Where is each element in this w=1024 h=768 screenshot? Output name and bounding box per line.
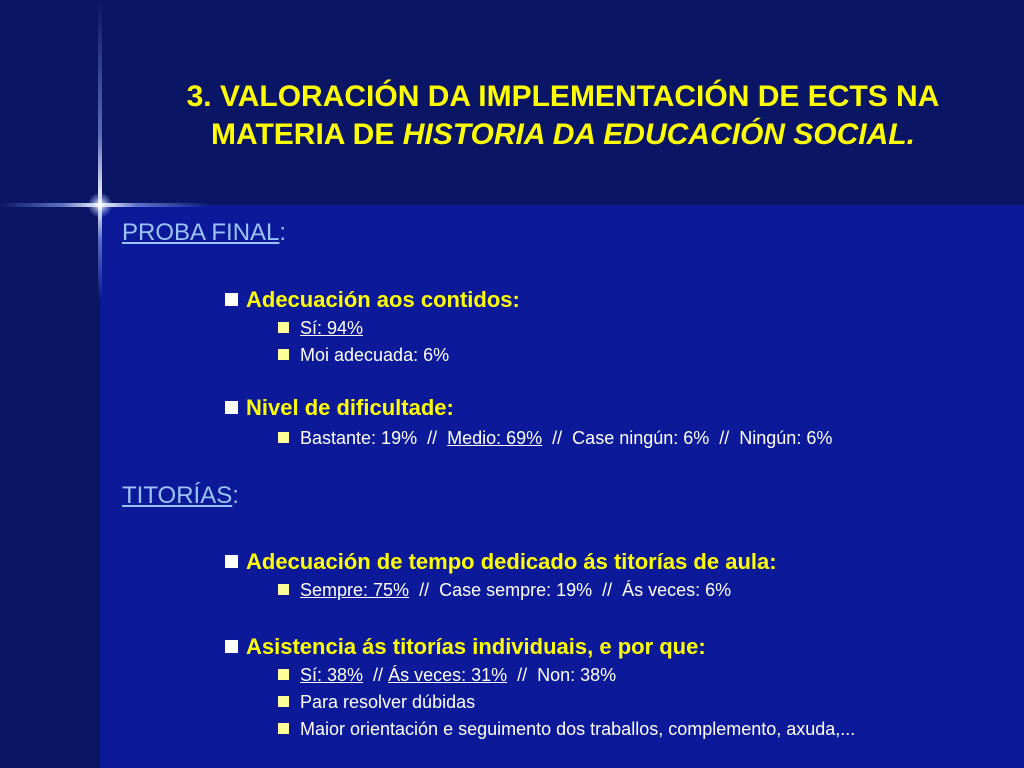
- asistencia-asveces-text: Ás veces: 31%: [388, 665, 508, 685]
- tempo-rest-text: // Case sempre: 19% // Ás veces: 6%: [409, 580, 732, 600]
- adecuacion-tempo-label: Adecuación de tempo dedicado ás titorías de aula:: [246, 549, 777, 574]
- bastante-text: Bastante: 19%: [300, 428, 418, 448]
- spark-star-icon: [88, 193, 112, 217]
- sub-bullet-moi-adecuada: [278, 344, 449, 366]
- adecuacion-contidos-label: Adecuación aos contidos:: [246, 287, 520, 312]
- section-heading-titorias[interactable]: [122, 482, 239, 510]
- proba-final-heading-colon: :: [279, 219, 287, 246]
- sub-bullet-asistencia-values: [278, 664, 616, 686]
- square-bullet-icon: [225, 555, 238, 568]
- square-bullet-icon: [278, 349, 289, 360]
- square-bullet-icon: [278, 723, 289, 734]
- square-bullet-icon: [278, 669, 289, 680]
- bullet-adecuacion-tempo: [225, 549, 777, 575]
- moi-adecuada-text: Moi adecuada: 6%: [300, 345, 450, 365]
- square-bullet-icon: [225, 640, 238, 653]
- left-band: [0, 205, 100, 768]
- asistencia-rest-text: // Non: 38%: [507, 665, 617, 685]
- square-bullet-icon: [225, 293, 238, 306]
- square-bullet-icon: [278, 696, 289, 707]
- sub-bullet-tempo-values: [278, 579, 731, 601]
- medio-text: Medio: 69%: [447, 428, 543, 448]
- spark-vertical-decoration: [98, 0, 102, 300]
- section-heading-proba-final[interactable]: [122, 219, 286, 247]
- asistencia-si-text: Sí: 38%: [300, 665, 364, 685]
- resolver-dubidas-text: Para resolver dúbidas: [300, 692, 476, 712]
- proba-final-heading-text: PROBA FINAL: [122, 219, 280, 246]
- sub-bullet-maior-orientacion: [278, 718, 855, 740]
- square-bullet-icon: [278, 584, 289, 595]
- sub-bullet-si-94: [278, 317, 363, 339]
- nivel-sep-1: //: [417, 428, 448, 448]
- sempre-text: Sempre: 75%: [300, 580, 410, 600]
- square-bullet-icon: [278, 432, 289, 443]
- slide-title: [128, 78, 998, 154]
- nivel-rest-text: // Case ningún: 6% // Ningún: 6%: [542, 428, 833, 448]
- maior-orientacion-text: Maior orientación e seguimento dos traballos, complemento, axuda,...: [300, 719, 856, 739]
- title-line-2: [128, 116, 998, 154]
- asistencia-label: Asistencia ás titorías individuais, e por que:: [246, 634, 706, 659]
- title-line-1: 3. VALORACIÓN DA IMPLEMENTACIÓN DE ECTS NA: [186, 80, 940, 113]
- square-bullet-icon: [225, 401, 238, 414]
- si-94-text: Sí: 94%: [300, 318, 364, 338]
- title-line-2-italic: HISTORIA DA EDUCACIÓN SOCIAL.: [402, 118, 915, 151]
- nivel-dificultade-label: Nivel de dificultade:: [246, 395, 454, 420]
- title-line-2-prefix: MATERIA DE: [211, 118, 403, 151]
- sub-bullet-nivel-values: [278, 427, 832, 449]
- square-bullet-icon: [278, 322, 289, 333]
- bullet-asistencia-titorias: [225, 634, 706, 660]
- bullet-adecuacion-contidos: [225, 287, 520, 313]
- asistencia-sep-1: //: [363, 665, 389, 685]
- bullet-nivel-dificultade: [225, 395, 454, 421]
- titorias-heading-colon: :: [232, 482, 239, 509]
- sub-bullet-resolver-dubidas: [278, 691, 475, 713]
- titorias-heading-text: TITORÍAS: [122, 482, 233, 509]
